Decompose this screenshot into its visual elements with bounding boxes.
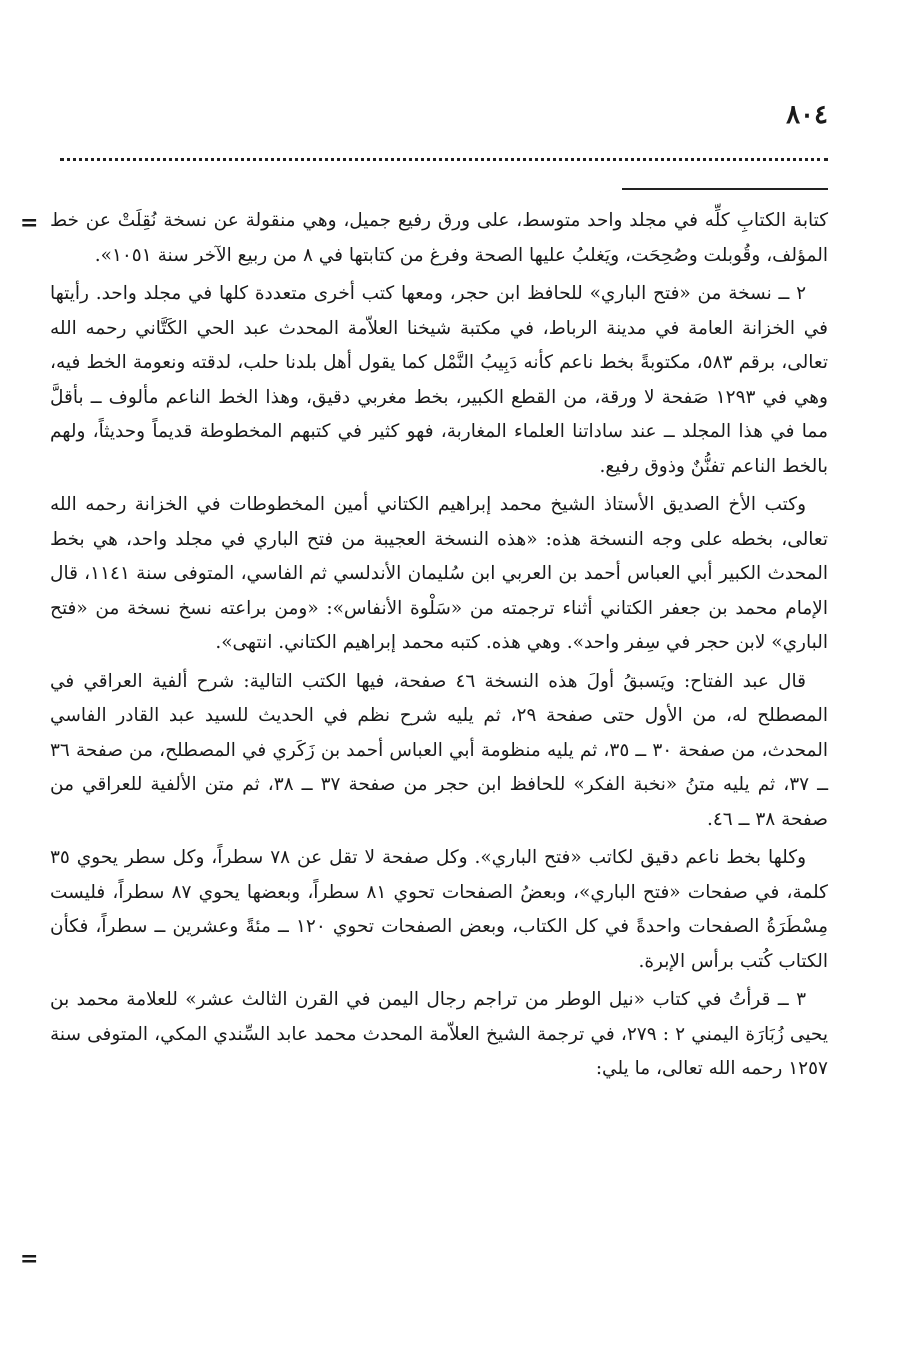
paragraph-2: ٢ ــ نسخة من «فتح الباري» للحافظ ابن حجر، ومعها كتب أخرى متعددة كلها في مجلد واحد. رأيتها في الخزانة العامة في مدينة الرباط، في مكتبة شيخنا العلاّمة المحدث عبد الحي الكَتَّاني رحمه الله تعالى، برقم ٥٨٣، مكتوبةً بخط ناعم كأنه دَبِيبُ النَّمْل كما يقول أهل بلدنا حلب، لدقته ونعومة الخط فيه، وهي في ١٢٩٣ صَفحة لا ورقة، من القطع الكبير، بخط مغربي دقيق، وهذا الخط الناعم مألوف ــ بأقلَّ مما في هذا المجلد ــ عند ساداتنا العلماء المغاربة، فهو كثير في كتبهم المخطوطة قديماً وحديثاً، ولهم بالخط الناعم تفنُّنٌ وذوق رفيع. <box>50 283 828 477</box>
page-number: ٨٠٤ <box>786 100 828 130</box>
paragraph-3: وكتب الأخ الصديق الأستاذ الشيخ محمد إبراهيم الكتاني أمين المخطوطات في الخزانة رحمه الله تعالى، بخطه على وجه النسخة هذه: «هذه النسخة العجيبة من فتح الباري في مجلد واحد، هي بخط المحدث الكبير أبي العباس أحمد بن العربي ابن سُليمان الأندلسي ثم الفاسي، المتوفى سنة ١١٤١، قال الإمام محمد بن جعفر الكتاني أثناء ترجمته من «سَلْوة الأنفاس»: «ومن براعته نسخ نسخة من «فتح الباري» لابن حجر في سِفر واحد». وهي هذه. كتبه محمد إبراهيم الكتاني. انتهى». <box>50 494 828 653</box>
paragraph-6: ٣ ــ قرأتُ في كتاب «نيل الوطر من تراجم رجال اليمن في القرن الثالث عشر» للعلامة محمد بن يحيى زُبَارَة اليمني ٢ : ٢٧٩، في ترجمة الشيخ العلاّمة المحدث محمد عابد السِّندي المكي، المتوفى سنة ١٢٥٧ رحمه الله تعالى، ما يلي: <box>50 989 829 1079</box>
paragraph-5: وكلها بخط ناعم دقيق لكاتب «فتح الباري». وكل صفحة لا تقل عن ٧٨ سطراً، وكل سطر يحوي ٣٥ كلمة، في صفحات «فتح الباري»، وبعضُ الصفحات تحوي ٨١ سطراً، وبعضها يحوي ٨٧ سطراً، فليست مِسْطَرَةُ الصفحات واحدةً في كل الكتاب، وبعض الصفحات تحوي ١٢٠ ــ مئةً وعشرين ــ سطراً، فكأن الكتاب كُتب برأس الإبرة. <box>50 847 828 972</box>
continuation-mark-top: = <box>20 210 39 236</box>
continuation-mark-bottom: = <box>20 1246 39 1272</box>
paragraph-1: كتابة الكتابِ كلِّه في مجلد واحد متوسط، على ورق رفيع جميل، وهي منقولة عن نسخة نُقِلَتْ عن خط المؤلف، وقُوبلت وصُحِحَت، ويَغلبُ عليها الصحة وفرغ من كتابتها في ٨ من ربيع الآخر سنة ١٠٥١». <box>50 210 828 266</box>
header-dotted-divider <box>60 158 828 161</box>
footnote-rule <box>622 188 828 190</box>
body-text <box>50 204 828 1087</box>
paragraph-4: قال عبد الفتاح: ويَسبقُ أولَ هذه النسخة ٤٦ صفحة، فيها الكتب التالية: شرح ألفية العراقي في المصطلح له، من الأول حتى صفحة ٢٩، ثم يليه شرح نظم في الحديث للسيد عبد القادر الفاسي المحدث، من صفحة ٣٠ ــ ٣٥، ثم يليه منظومة أبي العباس أحمد بن زَكَري في المصطلح، من صفحة ٣٦ ــ ٣٧، ثم يليه متنُ «نخبة الفكر» للحافظ ابن حجر من صفحة ٣٧ ــ ٣٨، ثم متن الألفية للعراقي من صفحة ٣٨ ــ ٤٦. <box>50 670 828 830</box>
